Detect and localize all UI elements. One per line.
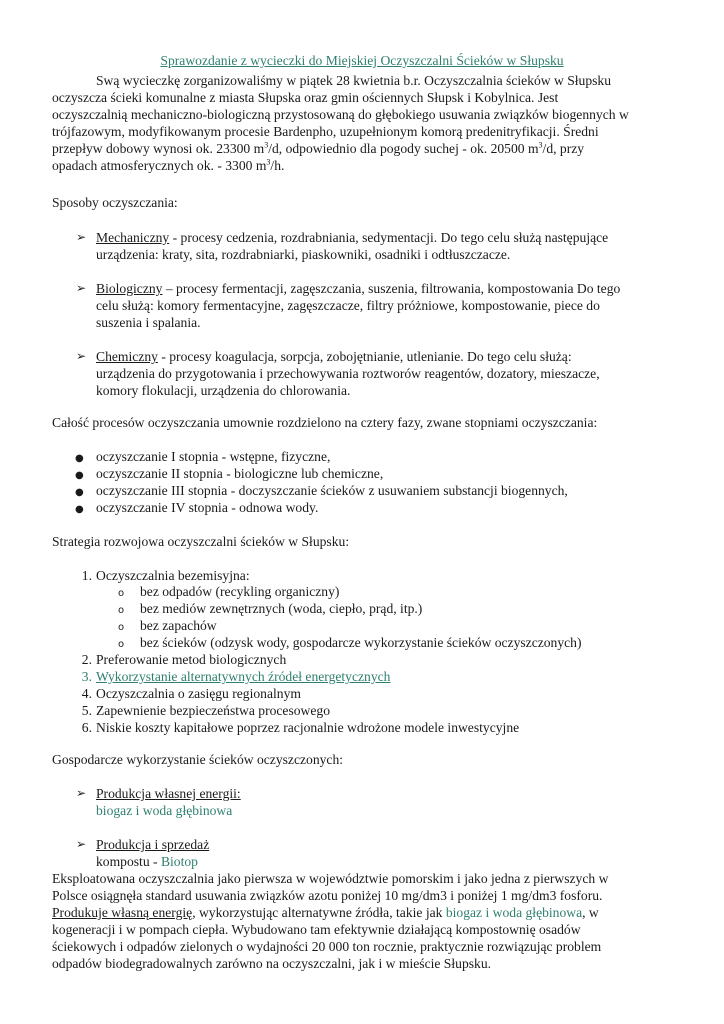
list-number: 2. xyxy=(81,652,92,667)
method-text: celu służą: komory fermentacyjne, zagęszczacze, filtry próżniowe, kompostowanie, piece do xyxy=(96,298,600,313)
circle-bullet-icon: o xyxy=(118,588,125,599)
list-item: Oczyszczalnia bezemisyjna: xyxy=(96,568,250,583)
method-text: komory flokulacji, urządzenia do chlorowania. xyxy=(96,383,351,398)
list-number: 3. xyxy=(81,669,92,684)
closing-line: Eksploatowana oczyszczalnia jako pierwsza w województwie pomorskim i jako jedna z pierwszych w xyxy=(52,871,609,886)
list-number: 6. xyxy=(81,720,92,735)
sub-list-item: bez ścieków (odzysk wody, gospodarcze wykorzystanie ścieków oczyszczonych) xyxy=(140,635,582,650)
method-name: Chemiczny xyxy=(96,349,158,364)
sub-list-item: bez zapachów xyxy=(140,618,217,633)
method-text: urządzenia do przygotowania i przechowywania roztworów reagentów, dozatory, mieszacze, xyxy=(96,366,600,381)
closing-line: ściekowych i odpadów zielonych o wydajności 20 000 ton rocznie, praktycznie rozwiązując problem xyxy=(52,939,602,954)
intro-line: trójfazowym, modyfikowanym procesie Bardenpho, uzupełnionym komorą predenitryfikacji. Średni xyxy=(52,124,599,139)
method-text: urządzenia: kraty, sita, rozdrabniarki, piaskowniki, osadniki i odtłuszczacze. xyxy=(96,247,511,262)
bullet-icon: ● xyxy=(75,487,84,498)
list-item-link[interactable]: Wykorzystanie alternatywnych źródeł energetycznych xyxy=(96,669,391,684)
closing-line: kogeneracji i w pompach ciepła. Wybudowano tam efektywnie działającą kompostownię osadów xyxy=(52,922,581,937)
closing-line: odpadów biodegradowalnych zarówno na oczyszczalni, jak i w mieście Słupsku. xyxy=(52,956,492,971)
list-item: oczyszczanie III stopnia - doczyszczanie ścieków z usuwaniem substancji biogennych, xyxy=(96,483,568,498)
list-item: oczyszczanie IV stopnia - odnowa wody. xyxy=(96,500,319,515)
list-item: Preferowanie metod biologicznych xyxy=(96,652,287,667)
bullet-icon: ● xyxy=(75,470,84,481)
intro-line: przepływ dobowy wynosi ok. 23300 $m^3/d$, odpowiednio dla pogody suchej - ok. 20500 $m^3/d$, przy xyxy=(52,140,585,156)
strategy-heading: Strategia rozwojowa oczyszczalni ścieków w Słupsku: xyxy=(52,534,350,549)
closing-line: Produkuje własną energię, wykorzystując alternatywne źródła, takie jak biogaz i woda głębinowa, w xyxy=(52,905,599,920)
sale-label: Produkcja i sprzedaż xyxy=(96,837,210,852)
sub-list-item: bez odpadów (recykling organiczny) xyxy=(140,584,340,599)
list-item: oczyszczanie II stopnia - biologiczne lub chemiczne, xyxy=(96,466,384,481)
method-item: Mechaniczny - procesy cedzenia, rozdrabniania, sedymentacji. Do tego celu służą następujące xyxy=(96,230,609,245)
method-item: Biologiczny – procesy fermentacji, zagęszczania, suszenia, filtrowania, kompostowania Do tego xyxy=(96,281,621,296)
method-item: Chemiczny - procesy koagulacja, sorpcja, zobojętnianie, utlenianie. Do tego celu służą: xyxy=(96,349,572,364)
energy-value-link[interactable]: biogaz i woda głębinowa xyxy=(96,803,233,818)
circle-bullet-icon: o xyxy=(118,605,125,616)
intro-line: oczyszczalnią mechaniczno-biologiczną przystosowaną do głębokiego usuwania związków biogennych w xyxy=(52,107,629,122)
bullet-icon: ● xyxy=(75,504,84,515)
circle-bullet-icon: o xyxy=(118,622,125,633)
sale-line: kompostu - Biotop xyxy=(96,854,198,869)
method-name: Biologiczny xyxy=(96,281,163,296)
stages-heading: Całość procesów oczyszczania umownie rozdzielono na cztery fazy, zwane stopniami oczyszczania: xyxy=(52,415,598,430)
arrow-bullet-icon: ➢ xyxy=(76,786,87,800)
list-number: 4. xyxy=(81,686,92,701)
intro-line: opadach atmosferycznych ok. - 3300 $m^3/h$. xyxy=(52,157,285,173)
list-number: 5. xyxy=(81,703,92,718)
list-item: Zapewnienie bezpieczeństwa procesowego xyxy=(96,703,331,718)
intro-line: Swą wycieczkę zorganizowaliśmy w piątek 28 kwietnia b.r. Oczyszczalnia ścieków w Słupsku xyxy=(96,73,612,88)
method-text: suszenia i spalania. xyxy=(96,315,201,330)
economic-heading: Gospodarcze wykorzystanie ścieków oczyszczonych: xyxy=(52,752,344,767)
list-item: Oczyszczalnia o zasięgu regionalnym xyxy=(96,686,301,701)
arrow-bullet-icon: ➢ xyxy=(76,837,87,851)
own-energy-link[interactable]: Produkuje własną energię xyxy=(52,905,193,920)
sub-list-item: bez mediów zewnętrznych (woda, ciepło, prąd, itp.) xyxy=(140,601,423,616)
methods-heading: Sposoby oczyszczania: xyxy=(52,195,178,210)
biogas-link[interactable]: biogaz i woda głębinowa xyxy=(445,905,583,920)
list-number: 1. xyxy=(81,568,92,583)
energy-label: Produkcja własnej energii: xyxy=(96,786,241,801)
arrow-bullet-icon: ➢ xyxy=(76,349,87,363)
document-title: Sprawozdanie z wycieczki do Miejskiej Oczyszczalni Ścieków w Słupsku xyxy=(160,53,564,68)
closing-line: Polsce osiągnęła standard usuwania związków azotu poniżej 10 mg/dm3 i poniżej 1 mg/dm3 fosforu. xyxy=(52,888,603,903)
method-name: Mechaniczny xyxy=(96,230,170,245)
biotop-link[interactable]: Biotop xyxy=(160,854,198,869)
arrow-bullet-icon: ➢ xyxy=(76,230,87,244)
list-item: Niskie koszty kapitałowe poprzez racjonalnie wdrożone modele inwestycyjne xyxy=(96,720,520,735)
arrow-bullet-icon: ➢ xyxy=(76,281,87,295)
bullet-icon: ● xyxy=(75,453,84,464)
circle-bullet-icon: o xyxy=(118,639,125,650)
intro-line: oczyszcza ścieki komunalne z miasta Słupska oraz gmin ościennych Słupsk i Kobylnica. Jest xyxy=(52,90,559,105)
list-item: oczyszczanie I stopnia - wstępne, fizyczne, xyxy=(96,449,331,464)
